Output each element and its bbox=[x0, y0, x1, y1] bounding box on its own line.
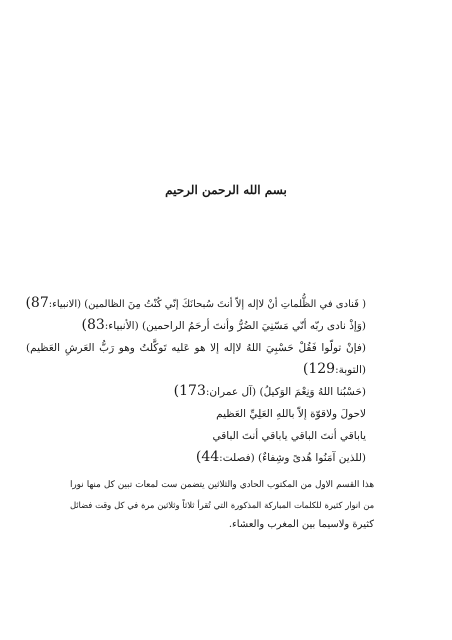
verse-number: 129) bbox=[302, 361, 336, 377]
verse-number: 173) bbox=[173, 383, 206, 399]
verse-number: 83) bbox=[81, 317, 105, 333]
explanation-paragraph bbox=[70, 475, 374, 535]
verse-text: (فإنْ تولّوا فَقُلْ حَسْبِيَ اللهُ لاإله إلا هو عَليه تَوكَّلتُ وهو رَبُّ العَرشِ العَظيم) bbox=[26, 342, 366, 354]
verse-text: (حَسْبُنا اللهُ وَنِعْمَ الوَكيلُ) (آل عمران: bbox=[205, 386, 366, 398]
verse-text: (وَإذْ نادى ربّه أنّي مَسّنِيَ الضُرُّ وأنتَ أرحَمُ الراحمين) (الأنبياء: bbox=[104, 320, 366, 332]
verse-line bbox=[26, 336, 366, 358]
verse-line bbox=[26, 424, 366, 446]
verse-line bbox=[26, 358, 366, 380]
verse-number: 44) bbox=[195, 449, 220, 465]
verse-text: لاحولَ ولاقوّة إلاّ باللهِ العَلِيِّ العَظيم bbox=[216, 408, 366, 420]
verse-text: (للذين آمَنُوا هُدىً وشِفاءٌ) (فصلت: bbox=[219, 452, 366, 464]
paragraph-line: هذا القسم الاول من المكتوب الحادي والثلاثين يتضمن ست لمعات تبين كل منها نورا bbox=[70, 480, 374, 490]
verse-line bbox=[26, 446, 366, 468]
verse-text: ( فَنادى في الظُّلماتِ أنْ لاإله إلاّ أنتَ سُبحانَكَ إنّي كُنْتُ مِنَ الظالمين) (الانبياء: bbox=[48, 299, 366, 310]
verse-text: (التوبة: bbox=[335, 364, 366, 376]
verses-block bbox=[26, 292, 366, 468]
verse-line bbox=[26, 380, 366, 402]
paragraph-line: كثيرة ولاسيما بين المغرب والعشاء. bbox=[228, 519, 374, 530]
verse-number: 87) bbox=[25, 295, 49, 311]
paragraph-line: من انوار كثيرة للكلمات المباركة المذكورة التي تُقرأ ثلاثاً وثلاثين مرة في كل وقت فضائل bbox=[70, 500, 374, 510]
verse-line bbox=[26, 314, 366, 336]
verse-line bbox=[26, 292, 366, 314]
verse-text: ياباقي أنتَ الباقي ياباقي أنتَ الباقي bbox=[212, 430, 366, 442]
verse-line bbox=[26, 402, 366, 424]
basmala-heading: بسم الله الرحمن الرحيم bbox=[165, 183, 287, 197]
